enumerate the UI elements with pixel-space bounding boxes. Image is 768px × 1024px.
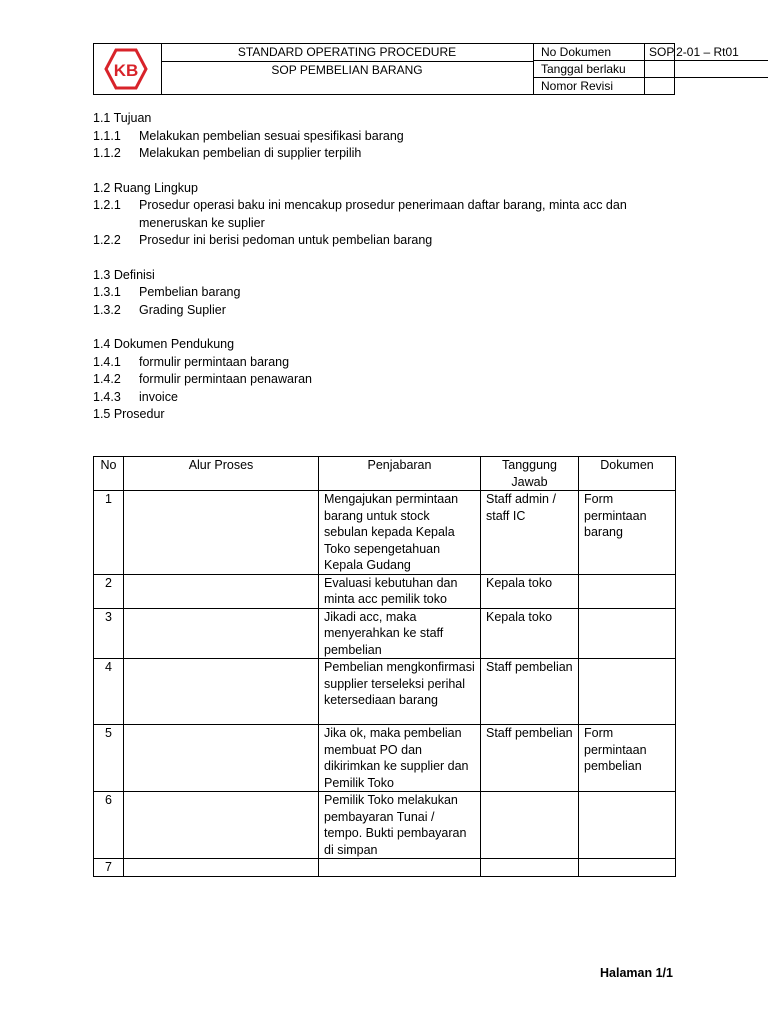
- cell-alur: [124, 659, 319, 725]
- table-row: [94, 574, 676, 608]
- cell-no: 5: [94, 725, 124, 792]
- cell-tanggung-jawab: Staff pembelian: [481, 725, 579, 792]
- meta-value: [645, 61, 768, 77]
- cell-penjabaran: Jika ok, maka pembelian membuat PO dan dikirimkan ke supplier dan Pemilik Toko: [319, 725, 481, 792]
- title-column: [161, 44, 534, 94]
- section-heading: 1.4 Dokumen Pendukung: [93, 337, 235, 351]
- item-number: 1.3.1: [93, 285, 121, 299]
- company-logo: [104, 48, 148, 90]
- item-number: 1.4.3: [93, 389, 121, 404]
- cell-alur: [124, 725, 319, 792]
- section-heading: 1.3 Definisi: [93, 267, 155, 282]
- item-text: Prosedur operasi baku ini mencakup prosedur penerimaan daftar barang, minta acc dan meneruskan ke suplier: [139, 198, 627, 230]
- cell-dokumen: [579, 659, 676, 725]
- meta-value: SOP.2-01 – Rt01: [649, 45, 739, 59]
- section-heading: 1.2 Ruang Lingkup: [93, 180, 198, 195]
- col-header-alur-proses: Alur Proses: [124, 457, 319, 491]
- table-header-row: [94, 457, 676, 491]
- section-dokumen-pendukung: [93, 336, 683, 406]
- col-header-dokumen: Dokumen: [579, 457, 676, 491]
- cell-dokumen: [579, 608, 676, 659]
- meta-value: [645, 78, 768, 94]
- item-number: 1.4.2: [93, 372, 121, 386]
- cell-alur: [124, 574, 319, 608]
- item-text: Pembelian barang: [139, 285, 241, 299]
- cell-penjabaran: Pemilik Toko melakukan pembayaran Tunai / tempo. Bukti pembayaran di simpan: [319, 792, 481, 859]
- table-row: [94, 792, 676, 859]
- list-item: [93, 389, 683, 407]
- meta-row-tanggal-berlaku: [533, 61, 768, 78]
- cell-alur: [124, 792, 319, 859]
- cell-penjabaran: Evaluasi kebutuhan dan minta acc pemilik toko: [319, 574, 481, 608]
- doc-title-line2: SOP PEMBELIAN BARANG: [271, 63, 423, 77]
- procedure-heading: 1.5 Prosedur: [93, 407, 165, 421]
- meta-label: No Dokumen: [533, 44, 645, 60]
- section-tujuan: [93, 110, 683, 163]
- cell-dokumen: [579, 792, 676, 859]
- item-number: 1.3.2: [93, 302, 121, 317]
- list-item: [93, 232, 683, 250]
- cell-tanggung-jawab: Staff pembelian: [481, 659, 579, 725]
- table-row: [94, 725, 676, 792]
- cell-no: 2: [94, 574, 124, 608]
- cell-tanggung-jawab: [481, 792, 579, 859]
- table-row: [94, 491, 676, 575]
- cell-alur: [124, 608, 319, 659]
- meta-column: [533, 44, 768, 94]
- procedure-table: [93, 456, 676, 877]
- cell-no: 7: [94, 859, 124, 877]
- cell-dokumen: Form permintaan pembelian: [579, 725, 676, 792]
- document-header: [93, 43, 739, 95]
- item-number: 1.2.2: [93, 233, 121, 247]
- cell-penjabaran: [319, 859, 481, 877]
- cell-tanggung-jawab: Kepala toko: [481, 574, 579, 608]
- item-text: formulir permintaan barang: [139, 354, 290, 369]
- meta-label: Tanggal berlaku: [533, 61, 645, 77]
- cell-no: 1: [94, 491, 124, 575]
- item-text: Melakukan pembelian sesuai spesifikasi barang: [139, 128, 404, 143]
- cell-dokumen: [579, 574, 676, 608]
- cell-tanggung-jawab: Staff admin / staff IC: [481, 491, 579, 575]
- cell-penjabaran: Mengajukan permintaan barang untuk stock sebulan kepada Kepala Toko sepengetahuan Kepala Gudang: [319, 491, 481, 575]
- item-number: 1.4.1: [93, 354, 121, 369]
- cell-tanggung-jawab: Kepala toko: [481, 608, 579, 659]
- item-text: Grading Suplier: [139, 302, 226, 317]
- meta-row-nomor-revisi: [533, 78, 768, 94]
- meta-row-no-dokumen: [533, 44, 768, 61]
- section-definisi: [93, 267, 683, 320]
- cell-dokumen: [579, 859, 676, 877]
- cell-no: 3: [94, 608, 124, 659]
- item-number: 1.1.2: [93, 146, 121, 160]
- cell-penjabaran: Pembelian mengkonfirmasi supplier terseleksi perihal ketersediaan barang: [319, 659, 481, 725]
- page-number: Halaman 1/1: [600, 966, 673, 980]
- doc-title-line1: STANDARD OPERATING PROCEDURE: [161, 44, 533, 62]
- item-number: 1.2.1: [93, 198, 121, 212]
- item-text: formulir permintaan penawaran: [139, 372, 313, 386]
- list-item: [93, 197, 683, 232]
- list-item: [93, 145, 683, 163]
- cell-penjabaran: Jikadi acc, maka menyerahkan ke staff pembelian: [319, 608, 481, 659]
- col-header-no: No: [94, 457, 124, 491]
- list-item: [93, 354, 683, 372]
- list-item: [93, 128, 683, 146]
- logo-cell: [94, 44, 162, 94]
- logo-text: KB: [113, 61, 139, 80]
- cell-no: 6: [94, 792, 124, 859]
- col-header-penjabaran: Penjabaran: [319, 457, 481, 491]
- table-row: [94, 859, 676, 877]
- document-body: [93, 110, 683, 424]
- section-ruang-lingkup: [93, 180, 683, 250]
- list-item: [93, 371, 683, 389]
- item-number: 1.1.1: [93, 128, 121, 143]
- item-text: Melakukan pembelian di supplier terpilih: [139, 146, 362, 160]
- list-item: [93, 302, 683, 320]
- list-item: [93, 284, 683, 302]
- item-text: invoice: [139, 389, 178, 404]
- cell-alur: [124, 859, 319, 877]
- table-row: [94, 659, 676, 725]
- cell-dokumen: Form permintaan barang: [579, 491, 676, 575]
- col-header-tanggung-jawab: Tanggung Jawab: [481, 457, 579, 491]
- meta-label: Nomor Revisi: [533, 78, 645, 94]
- section-heading: 1.1 Tujuan: [93, 111, 152, 125]
- cell-tanggung-jawab: [481, 859, 579, 877]
- table-row: [94, 608, 676, 659]
- cell-no: 4: [94, 659, 124, 725]
- cell-alur: [124, 491, 319, 575]
- item-text: Prosedur ini berisi pedoman untuk pembelian barang: [139, 233, 433, 247]
